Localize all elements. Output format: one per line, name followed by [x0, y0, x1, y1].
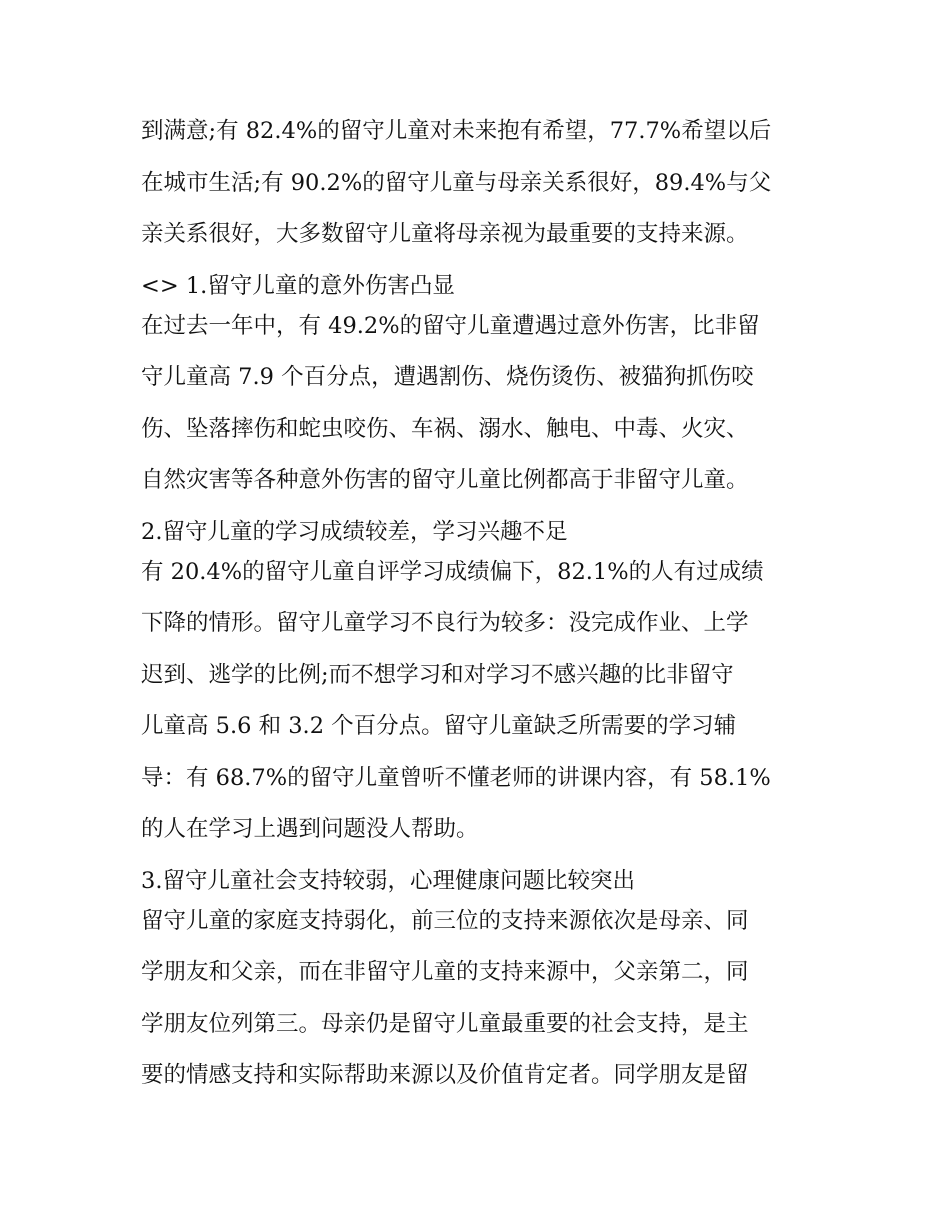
text-line: 要的情感支持和实际帮助来源以及价值肯定者。同学朋友是留: [141, 1062, 749, 1088]
text-line: 学朋友位列第三。母亲仍是留守儿童最重要的社会支持，是主: [141, 1010, 749, 1037]
text-line: 有 20.4%的留守儿童自评学习成绩偏下，82.1%的人有过成绩: [141, 558, 764, 585]
text-line: 学朋友和父亲，而在非留守儿童的支持来源中，父亲第二，同: [141, 959, 749, 985]
section-heading-3: 3.留守儿童社会支持较弱，心理健康问题比较突出: [141, 867, 635, 894]
text-line: 的人在学习上遇到问题没人帮助。: [141, 816, 479, 842]
text-line: 守儿童高 7.9 个百分点，遭遇割伤、烧伤烫伤、被猫狗抓伤咬: [141, 364, 754, 390]
text-line: 伤、坠落摔伤和蛇虫咬伤、车祸、溺水、触电、中毒、火灾、: [141, 415, 749, 442]
section-heading-1: <> 1.留守儿童的意外伤害凸显: [141, 272, 455, 299]
text-line: 到满意;有 82.4%的留守儿童对未来抱有希望，77.7%希望以后: [141, 118, 772, 144]
text-line: 导：有 68.7%的留守儿童曾听不懂老师的讲课内容，有 58.1%: [141, 764, 771, 791]
text-line: 亲关系很好，大多数留守儿童将母亲视为最重要的支持来源。: [141, 221, 749, 247]
text-line: 在城市生活;有 90.2%的留守儿童与母亲关系很好，89.4%与父: [141, 169, 772, 196]
text-line: 留守儿童的家庭支持弱化，前三位的支持来源依次是母亲、同: [141, 907, 749, 934]
text-line: 儿童高 5.6 和 3.2 个百分点。留守儿童缺乏所需要的学习辅: [141, 713, 737, 739]
document-body: [141, 112, 816, 1108]
text-line: 迟到、逃学的比例;而不想学习和对学习不感兴趣的比非留守: [141, 661, 734, 688]
text-line: 在过去一年中，有 49.2%的留守儿童遭遇过意外伤害，比非留: [141, 312, 760, 339]
text-line: 自然灾害等各种意外伤害的留守儿童比例都高于非留守儿童。: [141, 467, 749, 493]
section-heading-2: 2.留守儿童的学习成绩较差，学习兴趣不足: [141, 518, 568, 545]
text-line: 下降的情形。留守儿童学习不良行为较多：没完成作业、上学: [141, 610, 749, 636]
